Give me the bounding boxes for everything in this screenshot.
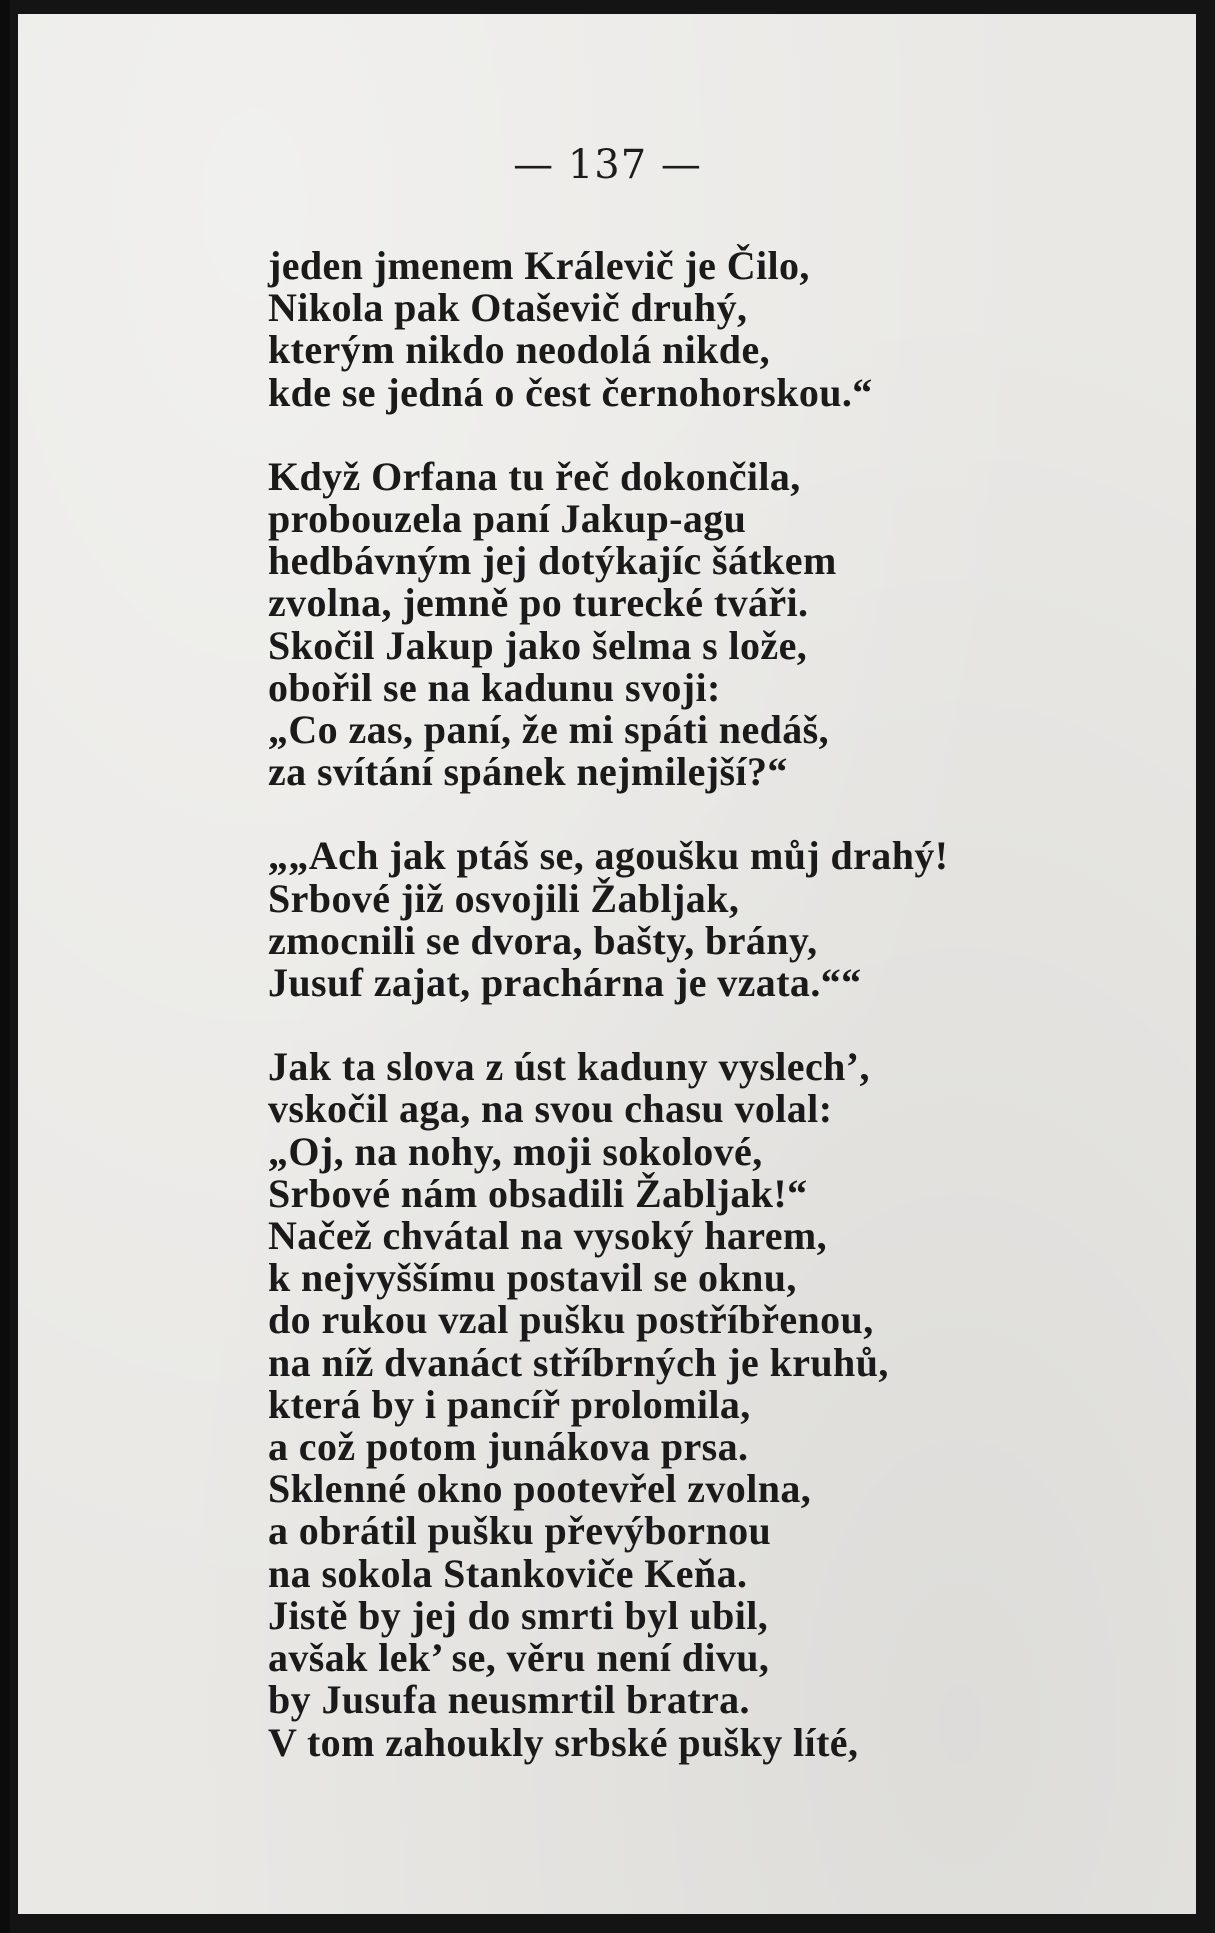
- verse-line: za svítání spánek nejmilejší?“: [268, 749, 788, 795]
- verse-line: Srbové nám obsadili Žabljak!“: [268, 1170, 808, 1216]
- stanza: [268, 835, 1028, 1004]
- verse-line: Jusuf zajat, prachárna je vzata.““: [268, 960, 862, 1006]
- verse-line: kterým nikdo neodolá nikde,: [268, 327, 771, 373]
- verse-line: „Co zas, paní, že mi spáti nedáš,: [268, 707, 830, 753]
- verse-line: „Oj, na nohy, moji sokolové,: [268, 1128, 763, 1174]
- verse-line: Načež chvátal na vysoký harem,: [268, 1213, 827, 1259]
- verse-line: Skočil Jakup jako šelma s lože,: [268, 622, 808, 668]
- verse-line: V tom zahoukly srbské pušky líté,: [268, 1719, 859, 1765]
- page-number: — 137 —: [513, 142, 702, 188]
- verse-line: „„Ach jak ptáš se, agoušku můj drahý!: [268, 833, 949, 879]
- book-spine-edge: [0, 0, 10, 1933]
- verse-line: jeden jmenem Králevič je Čilo,: [268, 243, 810, 288]
- verse-line: Když Orfana tu řeč dokončila,: [268, 453, 801, 499]
- verse-line: vskočil aga, na svou chasu volal:: [268, 1086, 833, 1132]
- verse-line: Jak ta slova z úst kaduny vyslech’,: [268, 1044, 870, 1090]
- stanza: [268, 453, 1028, 795]
- verse-line: hedbávným jej dotýkajíc šátkem: [268, 538, 837, 584]
- verse-line: probouzela paní Jakup-agu: [268, 496, 747, 542]
- poem-text: [268, 245, 1028, 1764]
- verse-line: Nikola pak Otaševič druhý,: [268, 285, 748, 331]
- verse-line: zmocnili se dvora, bašty, brány,: [268, 917, 818, 963]
- verse-line: a což potom junákova prsa.: [268, 1424, 749, 1470]
- verse-line: by Jusufa neusmrtil bratra.: [268, 1677, 750, 1723]
- verse-line: do rukou vzal pušku postříbřenou,: [268, 1297, 874, 1343]
- verse-line: Srbové již osvojili Žabljak,: [268, 875, 740, 921]
- verse-line: avšak lek’ se, věru není divu,: [268, 1635, 770, 1681]
- stanza: [268, 1046, 1028, 1763]
- verse-line: která by i pancíř prolomila,: [268, 1381, 751, 1427]
- verse-line: na sokola Stankoviče Keňa.: [268, 1550, 748, 1596]
- verse-line: zvolna, jemně po turecké tváři.: [268, 580, 809, 626]
- verse-line: kde se jedná o čest černohorskou.“: [268, 369, 873, 415]
- verse-line: Sklenné okno pootevřel zvolna,: [268, 1466, 812, 1512]
- verse-line: a obrátil pušku převýbornou: [268, 1508, 772, 1554]
- verse-line: obořil se na kadunu svoji:: [268, 664, 721, 710]
- stanza: [268, 245, 1028, 414]
- verse-line: na níž dvanáct stříbrných je kruhů,: [268, 1339, 889, 1385]
- verse-line: Jistě by jej do smrti byl ubil,: [268, 1592, 769, 1638]
- verse-line: k nejvyššímu postavil se oknu,: [268, 1255, 797, 1301]
